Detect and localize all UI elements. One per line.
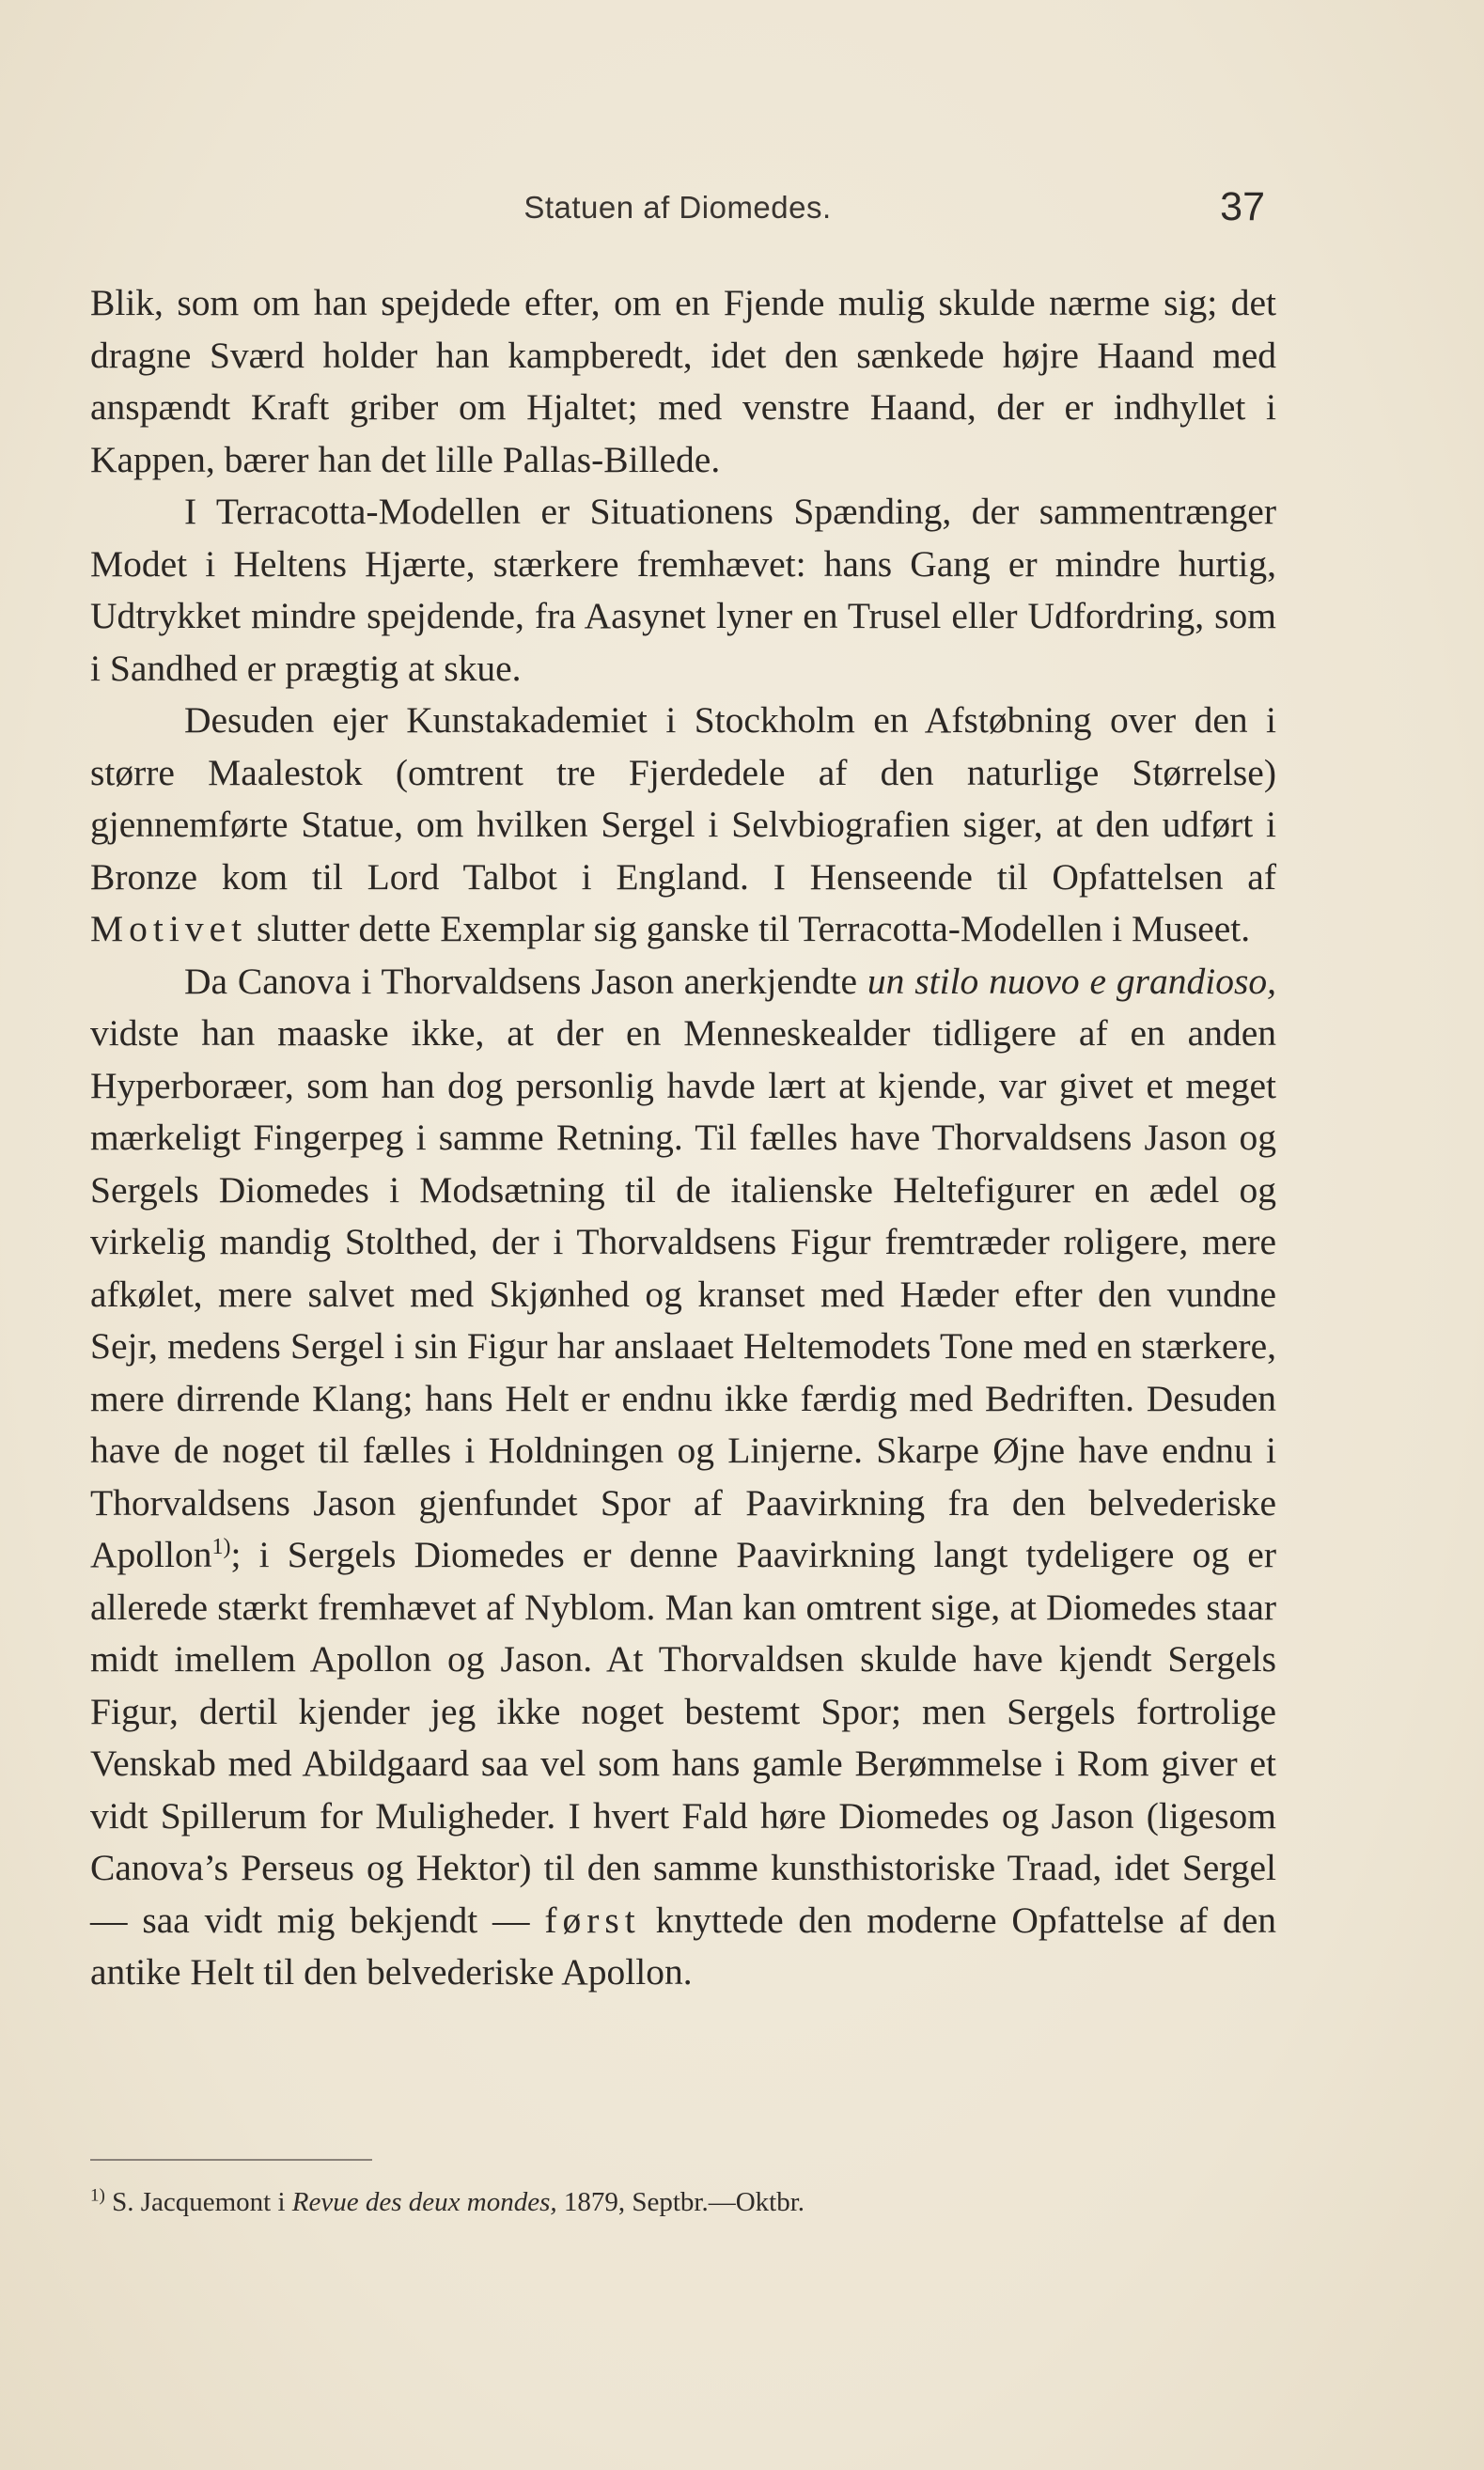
body-text <box>90 277 1276 1999</box>
paragraph-text: vidste han maaske ikke, at der en Menneskealder tidligere af en anden Hyperboræer, som han dog personlig havde lært at kjende, var givet et meget mærkeligt Fingerpeg i samme Retning. Til fælles have Thorvaldsens Jason og Sergels Diomedes i Modsætning til de italienske Heltefigurer en ædel og virkelig mandig Stolthed, der i Thorvaldsens Figur fremtræder roligere, mere afkølet, mere salvet med Skjønhed og kranset med Hæder efter den vundne Sejr, medens Sergel i sin Figur har anslaaet Heltemodets Tone med en stærkere, mere dirrende Klang; hans Helt er endnu ikke færdig med Bedriften. Desuden have de noget til fælles i Holdningen og Linjerne. Skarpe Øjne have endnu i Thorvaldsens Jason gjenfundet Spor af Paavirkning fra den belvederiske Apollon <box>90 1012 1276 1575</box>
footnote-divider <box>90 2159 372 2161</box>
paragraph-text: Da Canova i Thorvaldsens Jason anerkjendte <box>184 960 858 1002</box>
footnote-date: 1879, Septbr.—Oktbr. <box>563 2187 805 2217</box>
footnote-journal-title: Revue des deux mondes, <box>291 2187 557 2217</box>
running-title: Statuen af Diomedes. <box>523 190 832 225</box>
page-header <box>90 184 1265 237</box>
page-number: 37 <box>1220 184 1265 229</box>
italic-phrase: un stilo nuovo e grandioso, <box>867 960 1277 1002</box>
footnote <box>90 2183 1276 2221</box>
footnote-reference: 1) <box>211 1534 231 1559</box>
paragraph-text: knyttede den moderne Opfattelse af den antike Helt til den belvederiske Apollon. <box>90 1899 1277 1993</box>
paragraph-text: I Terracotta-Modellen er Situationens Spænding, der sammentrænger Modet i Heltens Hjærte, stærkere fremhævet: hans Gang er mindre hurtig, Udtrykket mindre spejdende, fra Aasynet lyner en Trusel eller Udfordring, som i Sandhed er prægtig at skue. <box>90 491 1276 689</box>
footnote-mark: 1) <box>90 2185 105 2206</box>
emphasized-word: først <box>544 1899 641 1941</box>
paragraph-continued <box>90 277 1276 486</box>
footnote-text: S. Jacquemont i <box>112 2187 286 2217</box>
paragraph-canova <box>90 956 1276 1999</box>
emphasized-word: Motivet <box>90 908 248 949</box>
paragraph-terracotta <box>90 486 1276 695</box>
paragraph-stockholm <box>90 695 1276 956</box>
paragraph-text: ; i Sergels Diomedes er denne Paavirkning langt tydeligere og er allerede stærkt fremhævet af Nyblom. Man kan omtrent sige, at Diomedes staar midt imellem Apollon og Jason. At Thorvaldsen skulde have kjendt Sergels Figur, dertil kjender jeg ikke noget bestemt Spor; men Sergels fortrolige Venskab med Abildgaard saa vel som hans gamle Berømmelse i Rom giver et vidt Spillerum for Muligheder. I hvert Fald høre Diomedes og Jason (ligesom Canova’s Perseus og Hektor) til den samme kunsthistoriske Traad, idet Sergel — saa vidt mig bekjendt — <box>90 1534 1276 1941</box>
paragraph-text: Desuden ejer Kunstakademiet i Stockholm en Afstøbning over den i større Maalestok (omtrent tre Fjerdedele af den naturlige Størrelse) gjennemførte Statue, om hvilken Sergel i Selvbiografien siger, at den udført i Bronze kom til Lord Talbot i England. I Henseende til Opfattelsen af <box>90 699 1276 898</box>
paragraph-text: Blik, som om han spejdede efter, om en Fjende mulig skulde nærme sig; det dragne Sværd holder han kampberedt, idet den sænkede højre Haand med anspændt Kraft griber om Hjaltet; med venstre Haand, der er indhyllet i Kappen, bærer han det lille Pallas-Billede. <box>90 282 1276 480</box>
paragraph-text: slutter dette Exemplar sig ganske til Terracotta-Modellen i Museet. <box>256 908 1251 949</box>
